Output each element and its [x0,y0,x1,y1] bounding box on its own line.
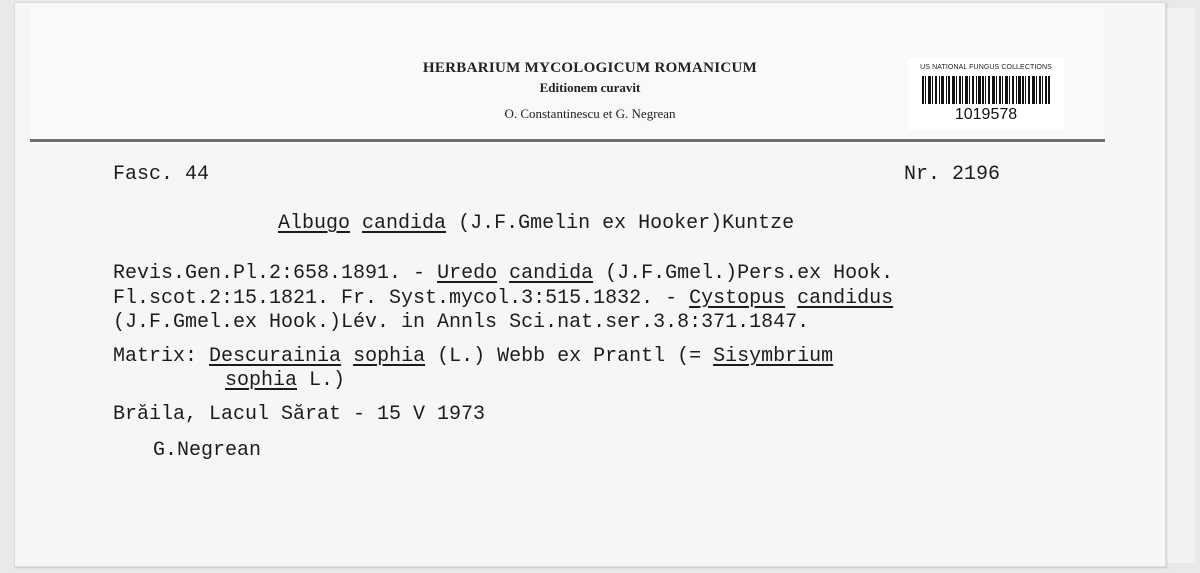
matrix-line-1 [113,345,833,369]
locality-date: Brăila, Lacul Sărat - 15 V 1973 [113,403,486,426]
citation-line-1 [113,262,893,286]
matrix-label: Matrix: [113,345,210,368]
citation-line-2 [113,287,893,311]
herbarium-title: HERBARIUM MYCOLOGICUM ROMANICUM [422,60,758,76]
synonym-genus: Cystopus [689,287,786,310]
taxon-species: candida [362,212,447,235]
host-synonym-authority: L.) [297,369,346,392]
barcode-label [908,58,1064,130]
fold-line [30,139,1105,142]
barcode-caption: US NATIONAL FUNGUS COLLECTIONS [920,64,1052,71]
herbarium-subtitle: Editionem curavit [539,80,641,95]
exsiccata-number: Nr. 2196 [904,163,1001,186]
herbarium-editors: O. Constantinescu et G. Negrean [504,106,676,121]
host-authority: (L.) Webb ex Prantl (= [425,345,714,368]
label-header [340,58,840,125]
barcode-number: 1019578 [954,106,1018,123]
citation-line-1-prefix: Revis.Gen.Pl.2:658.1891. - [113,262,438,285]
taxon-genus: Albugo [278,212,351,235]
synonym-species: candidus [797,287,894,310]
host-genus: Descurainia [209,345,342,368]
taxon-name [278,212,794,236]
citation-line-1-suffix: (J.F.Gmel.)Pers.ex Hook. [593,262,894,285]
host-synonym-species: sophia [225,369,298,392]
fascicle-number: Fasc. 44 [113,163,210,186]
host-synonym-genus: Sisymbrium [713,345,834,368]
citation-line-3: (J.F.Gmel.ex Hook.)Lév. in Annls Sci.nat.ser.3.8:371.1847. [113,311,810,334]
barcode-icon [922,76,1050,104]
basionym-species: candida [509,262,594,285]
taxon-authority: (J.F.Gmelin ex Hooker)Kuntze [458,212,795,235]
basionym-genus: Uredo [437,262,498,285]
matrix-line-2 [225,369,345,393]
host-species: sophia [353,345,426,368]
collector: G.Negrean [153,439,262,462]
citation-line-2-prefix: Fl.scot.2:15.1821. Fr. Syst.mycol.3:515.1832. - [113,287,690,310]
